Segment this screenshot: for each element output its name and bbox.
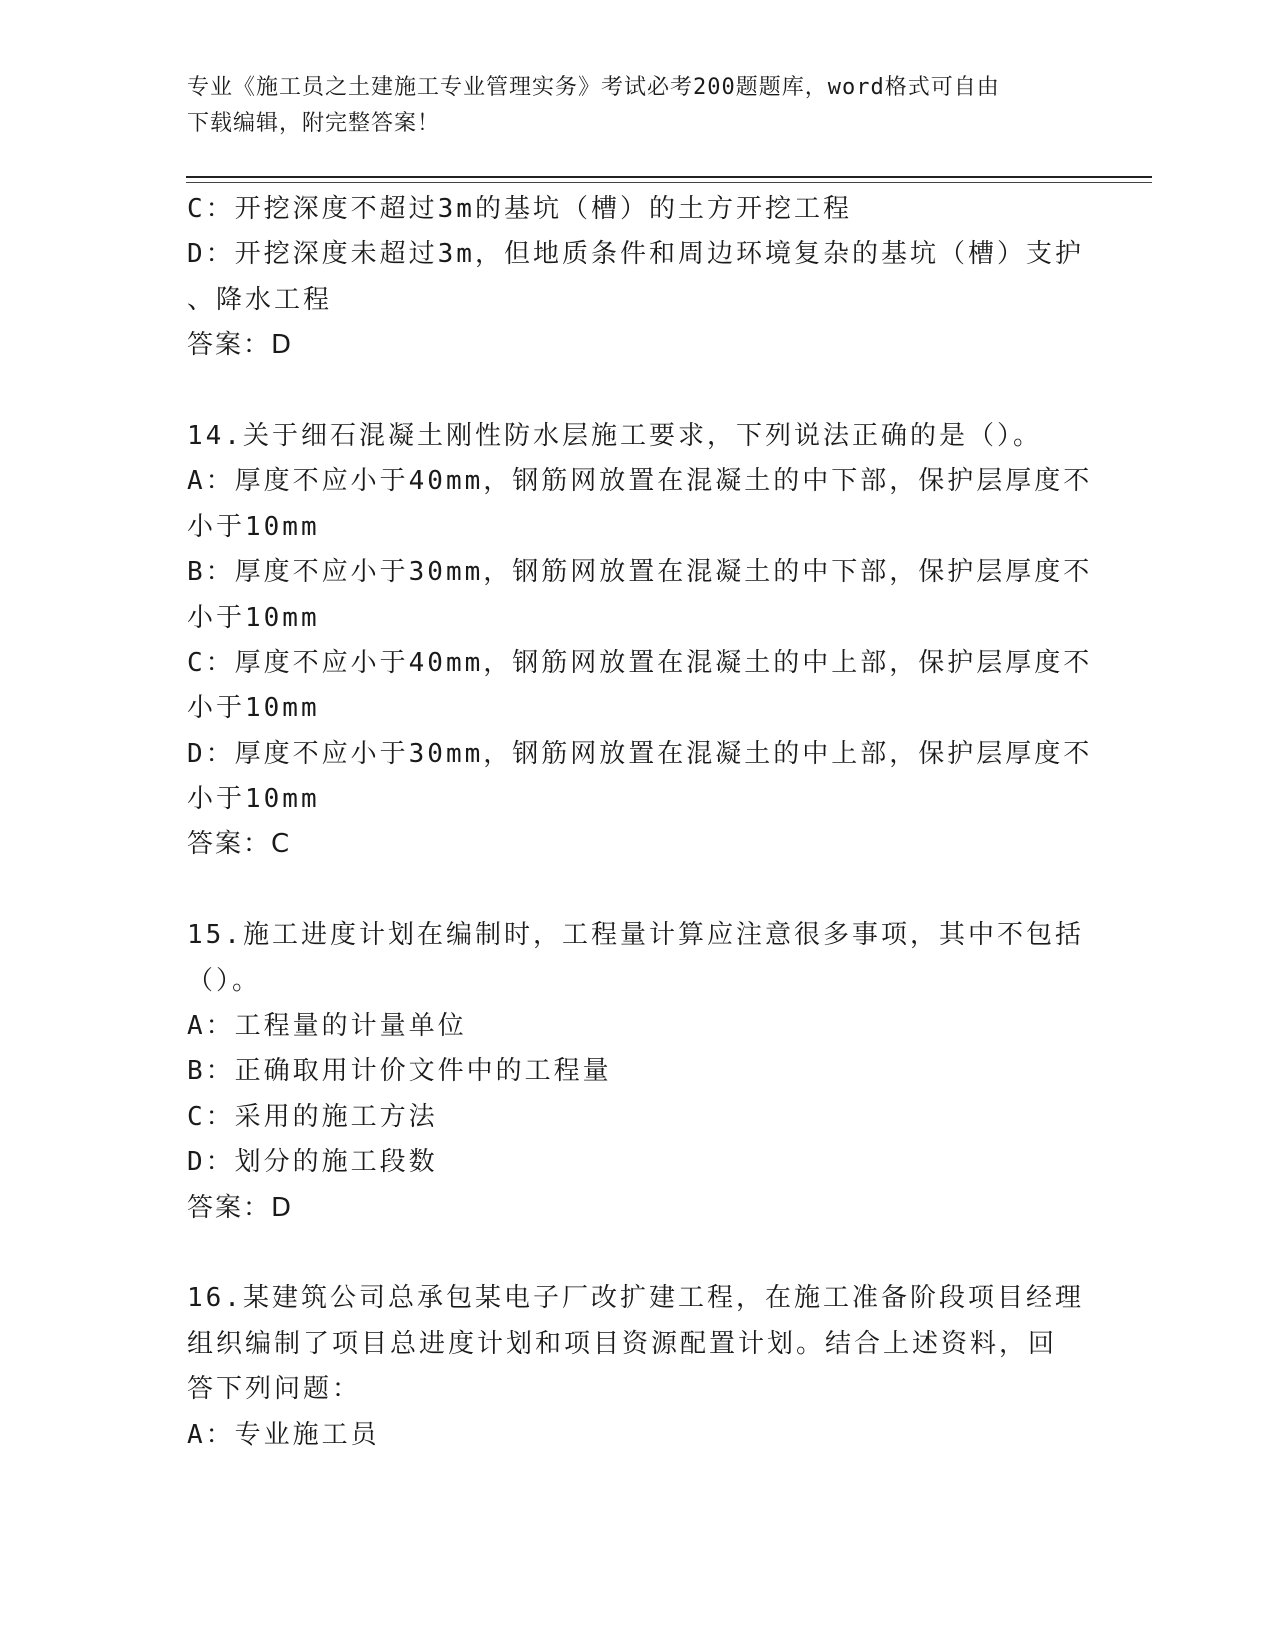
q14-option-d-line-1: D：厚度不应小于30mm，钢筋网放置在混凝土的中上部，保护层厚度不 [187, 738, 1093, 769]
q14-answer: 答案：C [187, 829, 292, 860]
spacer [187, 1231, 1087, 1276]
q14-option-a-line-2: 小于10mm [187, 511, 320, 542]
q13-option-c: C：开挖深度不超过3m的基坑（槽）的土方开挖工程 [187, 194, 852, 224]
q14-option-c-line-1: C：厚度不应小于40mm，钢筋网放置在混凝土的中上部，保护层厚度不 [187, 647, 1093, 678]
q14-option-c-line-2: 小于10mm [187, 693, 320, 724]
q15-answer: 答案：D [187, 1192, 294, 1223]
q15-option-b: B：正确取用计价文件中的工程量 [187, 1056, 612, 1087]
q15-option-c: C：采用的施工方法 [187, 1101, 438, 1132]
q13-option-d-line-1: D：开挖深度未超过3m，但地质条件和周边环境复杂的基坑（槽）支护 [187, 239, 1084, 270]
q15-stem-line-2: （）。 [187, 965, 262, 996]
q16-stem-line-2: 组织编制了项目总进度计划和项目资源配置计划。结合上述资料，回 [187, 1328, 1058, 1359]
header-divider-thin [186, 182, 1152, 183]
q14-option-a-line-1: A：厚度不应小于40mm，钢筋网放置在混凝土的中下部，保护层厚度不 [187, 466, 1093, 497]
q15-option-d: D：划分的施工段数 [187, 1147, 438, 1178]
question-content [187, 187, 1093, 1458]
q13-option-d-line-2: 、降水工程 [187, 284, 333, 315]
q14-stem: 14.关于细石混凝土刚性防水层施工要求，下列说法正确的是（）。 [187, 420, 1042, 451]
q14-option-b-line-2: 小于10mm [187, 602, 320, 633]
header-line-2: 下载编辑，附完整答案！ [187, 111, 441, 136]
header-divider-thick [186, 176, 1152, 178]
q16-option-a: A：专业施工员 [187, 1419, 380, 1450]
q16-stem-line-1: 16.某建筑公司总承包某电子厂改扩建工程，在施工准备阶段项目经理 [187, 1283, 1084, 1314]
q13-answer: 答案：D [187, 330, 294, 361]
document-header [187, 70, 1067, 142]
q14-option-b-line-1: B：厚度不应小于30mm，钢筋网放置在混凝土的中下部，保护层厚度不 [187, 557, 1093, 588]
q14-option-d-line-2: 小于10mm [187, 784, 320, 815]
spacer [187, 868, 1087, 913]
q16-stem-line-3: 答下列问题： [187, 1374, 362, 1405]
header-line-1: 专业《施工员之土建施工专业管理实务》考试必考200题题库，word格式可自由 [187, 75, 1000, 100]
q15-stem-line-1: 15.施工进度计划在编制时，工程量计算应注意很多事项，其中不包括 [187, 920, 1084, 951]
q15-option-a: A：工程量的计量单位 [187, 1011, 467, 1042]
spacer [187, 369, 1087, 414]
